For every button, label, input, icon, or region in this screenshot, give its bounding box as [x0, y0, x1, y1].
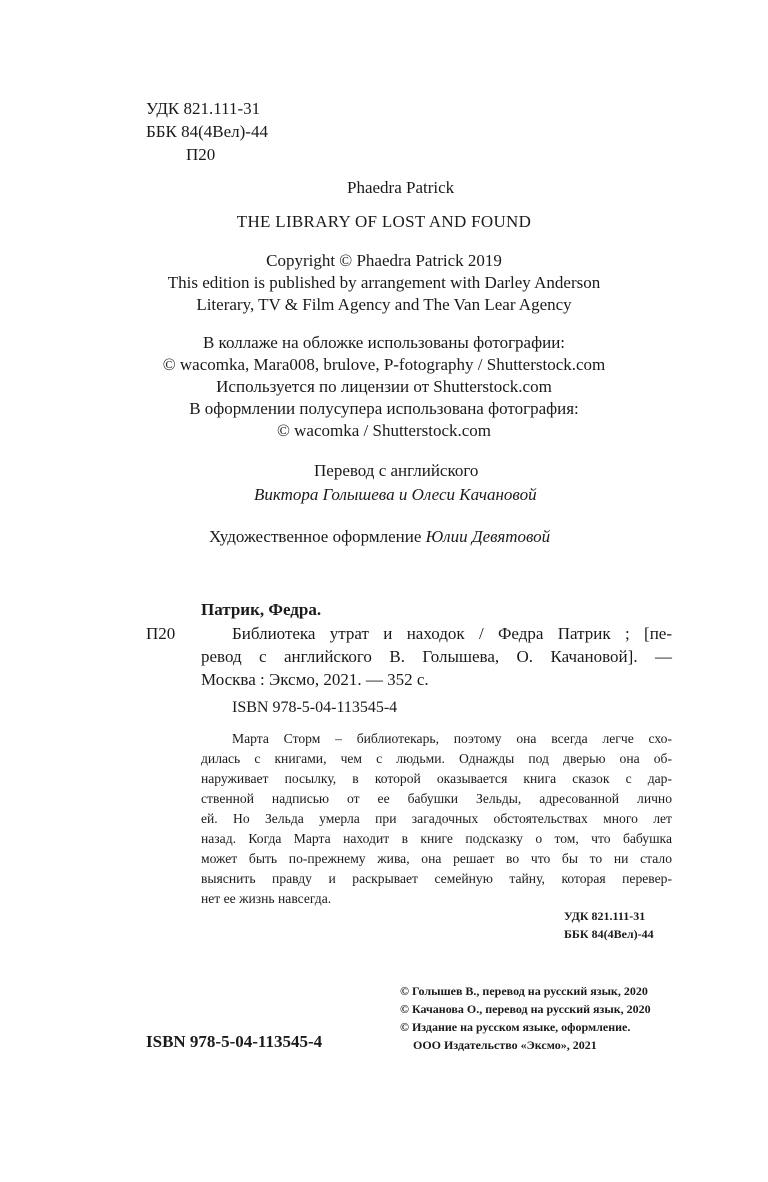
photo-credit-line-4: В оформлении полусупера использована фотография: [189, 399, 579, 418]
arrangement-line-1: This edition is published by arrangement with Darley Anderson [167, 273, 601, 292]
author-sign: П20 [186, 145, 216, 164]
catalog-line-3: Москва : Эксмо, 2021. — 352 с. [201, 670, 429, 689]
translation-label: Перевод с английского [314, 461, 479, 480]
bottom-copyright-1: © Голышев В., перевод на русский язык, 2020 [400, 984, 648, 998]
annotation-line: назад. Когда Марта находит в книге подсказку о том, что бабушка [201, 831, 672, 846]
annotation-line: нет ее жизнь навсегда. [201, 891, 332, 906]
photo-credit-line-5: © wacomka / Shutterstock.com [276, 421, 492, 440]
bbk-code: ББК 84(4Вел)-44 [146, 122, 268, 141]
annotation-line: дилась с книгами, чем с людьми. Однажды под дверью она об- [201, 751, 672, 766]
annotation-line: ственной надписью от ее бабушки Зельды, адресованной лично [201, 791, 672, 806]
annotation-line: может быть по-прежнему жива, она решает во что бы то ни стало [201, 851, 672, 866]
catalog-isbn: ISBN 978-5-04-113545-4 [232, 699, 398, 716]
copyright-line: Copyright © Phaedra Patrick 2019 [266, 251, 502, 270]
bottom-copyright-3: © Издание на русском языке, оформление. [400, 1020, 631, 1034]
design-label: Художественное оформление [209, 527, 422, 546]
photo-credit-line-2: © wacomka, Mara008, brulove, P-fotography / Shutterstock.com [162, 355, 606, 374]
udk-code: УДК 821.111-31 [146, 99, 261, 118]
catalog-line-1: Библиотека утрат и находок / Федра Патрик ; [пе- [232, 624, 672, 643]
arrangement-line-2: Literary, TV & Film Agency and The Van Lear Agency [196, 295, 572, 314]
catalog-line-2: ревод с английского В. Голышева, О. Качановой]. — [201, 647, 672, 666]
photo-credit-line-3: Используется по лицензии от Shutterstock.com [216, 377, 552, 396]
annotation-udk: УДК 821.111-31 [564, 909, 646, 923]
bottom-copyright-4: ООО Издательство «Эксмо», 2021 [413, 1038, 597, 1052]
design-artist: Юлии Девятовой [425, 527, 551, 546]
annotation-line: наруживает посылку, в которой оказывается книга сказок с дар- [201, 771, 672, 786]
catalog-heading: Патрик, Федра. [201, 600, 322, 619]
bottom-isbn: ISBN 978-5-04-113545-4 [146, 1032, 323, 1051]
photo-credit-line-1: В коллаже на обложке использованы фотографии: [202, 333, 566, 352]
original-title: THE LIBRARY OF LOST AND FOUND [236, 212, 532, 231]
design-credit [209, 525, 550, 548]
bottom-copyright-2: © Качанова О., перевод на русский язык, 2020 [400, 1002, 651, 1016]
annotation-line: ей. Но Зельда умерла при загадочных обстоятельствах много лет [201, 811, 672, 826]
original-author: Phaedra Patrick [347, 178, 455, 197]
annotation-line: выяснить правду и раскрывает семейную тайну, которая перевер- [201, 871, 672, 886]
translators: Виктора Голышева и Олеси Качановой [254, 485, 537, 504]
annotation-bbk: ББК 84(4Вел)-44 [564, 927, 654, 941]
annotation-line: Марта Сторм – библиотекарь, поэтому она всегда легче схо- [232, 731, 672, 746]
catalog-sign: П20 [146, 624, 176, 643]
